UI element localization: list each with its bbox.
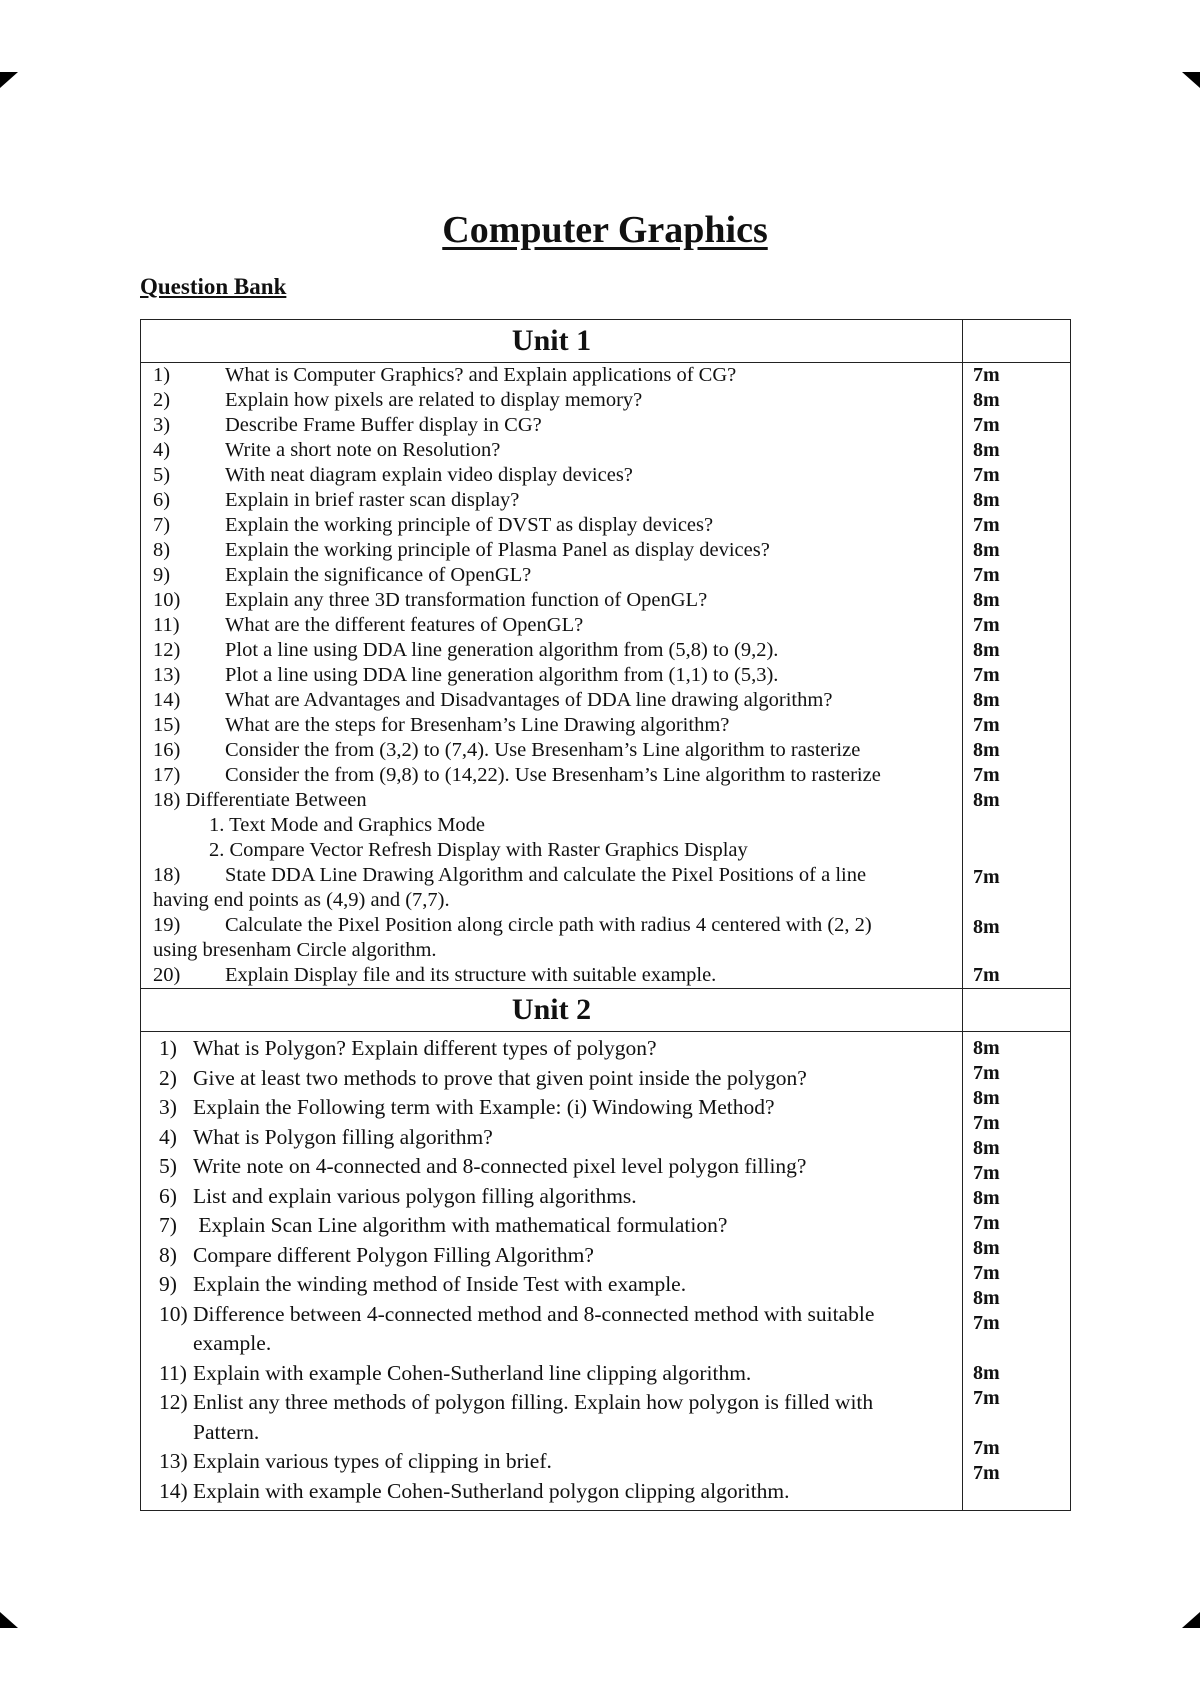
marks-heading [963, 320, 1071, 363]
question-item: 10) Difference between 4-connected method and 8-connected method with suitable example. [159, 1301, 875, 1355]
question-item: 5) Write note on 4-connected and 8-connected pixel level polygon filling? [159, 1154, 807, 1178]
question-marks: 7m [973, 1262, 1000, 1284]
unit-heading: Unit 1 [141, 320, 963, 363]
question-marks: 7m [973, 1062, 1000, 1084]
unit-1-header [141, 320, 1071, 363]
question-marks: 7m [963, 963, 1071, 989]
question-item: 8) Compare different Polygon Filling Algorithm? [159, 1242, 594, 1267]
unit-1-questions [141, 363, 1071, 989]
corner-mark-bottom-left [0, 1612, 18, 1628]
question-row: 14) What are Advantages and Disadvantages of DDA line drawing algorithm? 8m [141, 688, 1071, 713]
question-marks: 7m [973, 1437, 1000, 1459]
question-marks: 8m [973, 1237, 1000, 1259]
question-row: 17) Consider the from (9,8) to (14,22). Use Bresenham’s Line algorithm to rasterize 7m [141, 763, 1071, 788]
question-row: 2) Explain how pixels are related to display memory? 8m [141, 388, 1071, 413]
question-marks: 8m [963, 438, 1071, 463]
question-marks: 7m [973, 1212, 1000, 1234]
question-row: 8) Explain the working principle of Plasma Panel as display devices? 8m [141, 538, 1071, 563]
question-row: 19) Calculate the Pixel Position along circle path with radius 4 centered with (2, 2) using bresenham Circle algorithm. 8m [141, 913, 1071, 963]
question-marks: 8m [963, 788, 1071, 863]
question-marks: 8m [973, 1362, 1000, 1384]
question-row: 7) Explain the working principle of DVST as display devices? 7m [141, 513, 1071, 538]
unit-2-questions [141, 1032, 1071, 1511]
question-marks: 8m [963, 638, 1071, 663]
question-row: 15) What are the steps for Bresenham’s Line Drawing algorithm? 7m [141, 713, 1071, 738]
question-item: 12) Enlist any three methods of polygon filling. Explain how polygon is filled with Pattern. [159, 1390, 874, 1444]
question-row: 16) Consider the from (3,2) to (7,4). Use Bresenham’s Line algorithm to rasterize 8m [141, 738, 1071, 763]
question-marks: 7m [963, 763, 1071, 788]
question-row: 6) Explain in brief raster scan display? 8m [141, 488, 1071, 513]
question-row: 13) Plot a line using DDA line generation algorithm from (1,1) to (5,3). 7m [141, 663, 1071, 688]
question-marks: 7m [963, 663, 1071, 688]
unit-heading: Unit 2 [141, 989, 963, 1032]
question-marks: 7m [973, 1387, 1000, 1409]
question-marks: 7m [963, 713, 1071, 738]
question-marks: 8m [963, 688, 1071, 713]
question-marks: 8m [963, 388, 1071, 413]
marks-column [963, 1032, 1071, 1511]
question-marks: 7m [973, 1312, 1000, 1334]
question-item: 7) Explain Scan Line algorithm with mathematical formulation? [159, 1213, 728, 1237]
question-marks: 8m [963, 913, 1071, 963]
corner-mark-top-right [1182, 72, 1200, 88]
question-item: 6) List and explain various polygon filling algorithms. [159, 1183, 637, 1208]
question-item: 1) What is Polygon? Explain different types of polygon? [159, 1036, 657, 1060]
question-marks: 8m [973, 1037, 1000, 1059]
question-row: 9) Explain the significance of OpenGL? 7m [141, 563, 1071, 588]
question-item: 9) Explain the winding method of Inside Test with example. [159, 1272, 687, 1296]
question-marks: 7m [963, 563, 1071, 588]
question-item: 4) What is Polygon filling algorithm? [159, 1124, 493, 1149]
question-marks: 8m [963, 738, 1071, 763]
question-row: 12) Plot a line using DDA line generation algorithm from (5,8) to (9,2). 8m [141, 638, 1071, 663]
question-row: 18) State DDA Line Drawing Algorithm and calculate the Pixel Positions of a line having end points as (4,9) and (7,7). 7m [141, 863, 1071, 913]
question-marks: 7m [963, 513, 1071, 538]
question-item: 3) Explain the Following term with Example: (i) Windowing Method? [159, 1095, 775, 1119]
question-row: 4) Write a short note on Resolution? 8m [141, 438, 1071, 463]
question-marks: 8m [973, 1187, 1000, 1209]
question-row-differentiate: 18) Differentiate Between 1. Text Mode and Graphics Mode 2. Compare Vector Refresh Display with Raster Graphics Display 8m [141, 788, 1071, 863]
question-row: 5) With neat diagram explain video display devices? 7m [141, 463, 1071, 488]
question-marks: 7m [963, 613, 1071, 638]
question-bank-table [140, 319, 1071, 1511]
question-item: 11) Explain with example Cohen-Sutherland line clipping algorithm. [159, 1360, 752, 1385]
question-marks: 7m [973, 1112, 1000, 1134]
question-marks: 7m [973, 1462, 1000, 1484]
question-row: 20) Explain Display file and its structure with suitable example. 7m [141, 963, 1071, 989]
sub-item: 1. Text Mode and Graphics Mode [209, 814, 486, 836]
question-row: 11) What are the different features of OpenGL? 7m [141, 613, 1071, 638]
question-marks: 7m [963, 463, 1071, 488]
marks-heading [963, 989, 1071, 1032]
question-item: 13) Explain various types of clipping in brief. [159, 1449, 552, 1473]
question-marks: 7m [963, 363, 1071, 389]
question-marks: 8m [973, 1087, 1000, 1109]
question-item: 2) Give at least two methods to prove that given point inside the polygon? [159, 1065, 807, 1090]
question-row: 10) Explain any three 3D transformation function of OpenGL? 8m [141, 588, 1071, 613]
document-subtitle: Question Bank [140, 274, 287, 299]
sub-item: 2. Compare Vector Refresh Display with Raster Graphics Display [209, 839, 748, 861]
corner-mark-top-left [0, 72, 18, 88]
question-marks: 8m [973, 1137, 1000, 1159]
question-marks: 7m [973, 1162, 1000, 1184]
question-row: 3) Describe Frame Buffer display in CG? 7m [141, 413, 1071, 438]
question-marks: 8m [963, 588, 1071, 613]
question-marks: 7m [963, 413, 1071, 438]
question-marks: 8m [963, 538, 1071, 563]
question-marks: 8m [973, 1287, 1000, 1309]
question-marks: 7m [963, 863, 1071, 913]
corner-mark-bottom-right [1182, 1612, 1200, 1628]
document-title: Computer Graphics [442, 209, 768, 251]
question-marks: 8m [963, 488, 1071, 513]
unit-2-header [141, 989, 1071, 1032]
question-item: 14) Explain with example Cohen-Sutherland polygon clipping algorithm. [159, 1478, 790, 1503]
question-row: 1) What is Computer Graphics? and Explain applications of CG? 7m [141, 363, 1071, 389]
